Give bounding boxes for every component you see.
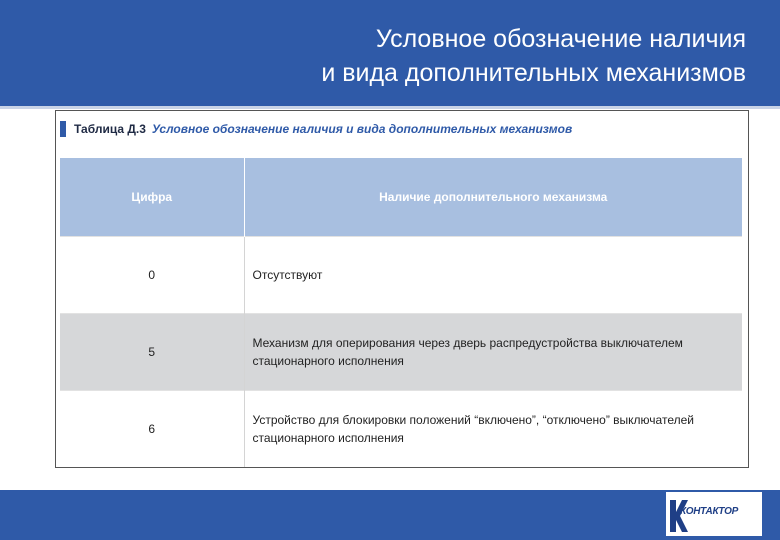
table-row (60, 237, 742, 314)
cell-description: Механизм для оперирования через дверь распредустройства выключателем стационарного исполнения (244, 314, 742, 391)
cell-description: Отсутствуют (244, 237, 742, 314)
company-logo (666, 492, 762, 536)
table-caption-text: Условное обозначение наличия и вида дополнительных механизмов (151, 122, 573, 136)
table-figure (55, 110, 749, 468)
column-header-description: Наличие дополнительного механизма (244, 158, 742, 237)
cell-code: 6 (60, 391, 244, 468)
table-header-row (60, 158, 742, 237)
mechanisms-table (60, 158, 742, 467)
table-row (60, 391, 742, 468)
slide-title (321, 22, 746, 90)
column-header-code: Цифра (60, 158, 244, 237)
cell-code: 5 (60, 314, 244, 391)
table-caption (60, 119, 572, 139)
table-caption-number: Таблица Д.3 (74, 122, 146, 136)
footer-band (0, 490, 780, 540)
cell-description: Устройство для блокировки положений “включено”, “отключено” выключателей стационарного исполнения (244, 391, 742, 468)
cell-code: 0 (60, 237, 244, 314)
header-divider (0, 106, 780, 109)
table-row (60, 314, 742, 391)
header-band (0, 0, 780, 106)
slide-title-line2: и вида дополнительных механизмов (321, 59, 746, 87)
slide-title-line1: Условное обозначение наличия (375, 25, 746, 53)
logo-text: КОНТАКТОР (680, 506, 738, 517)
caption-marker (60, 121, 66, 137)
